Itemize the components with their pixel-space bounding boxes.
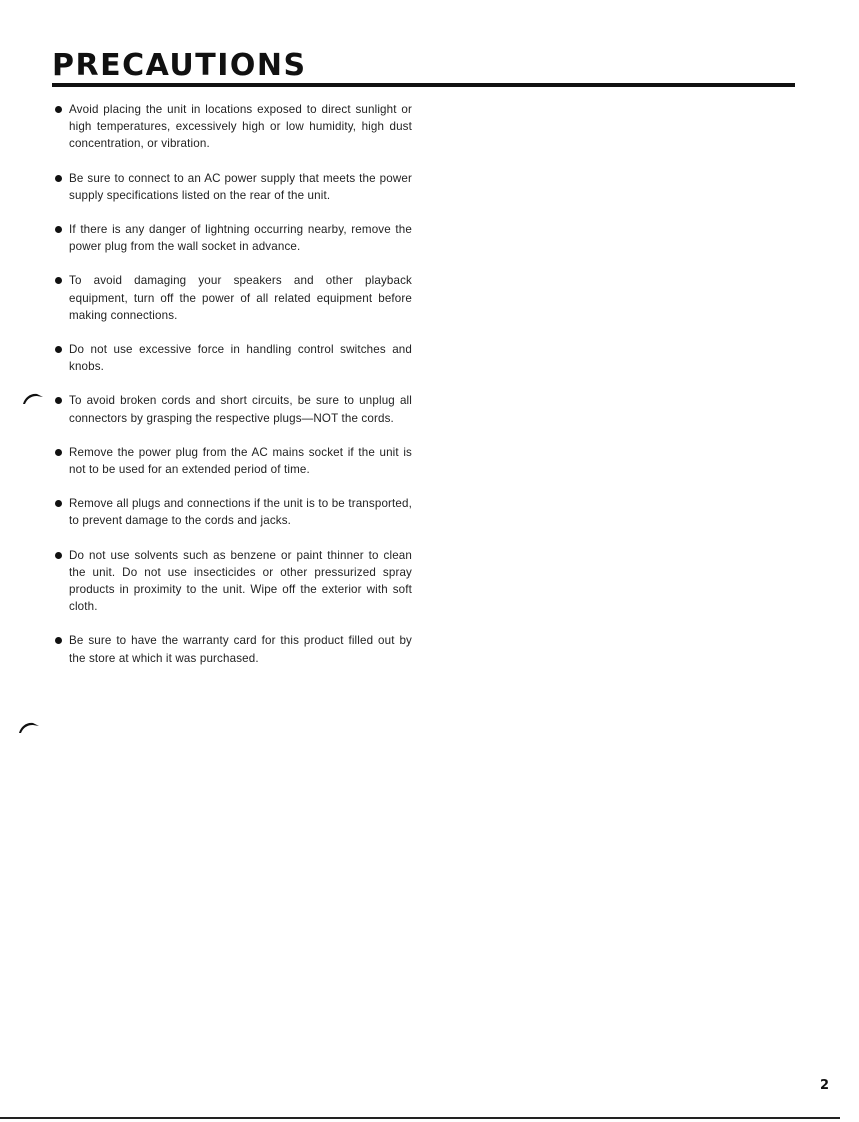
bottom-rule [0,1117,840,1119]
precaution-text: Avoid placing the unit in locations exposed to direct sunlight or high temperatures, excessively high or low humidity, high dust concentration, or vibration. [69,103,412,151]
precaution-text: Do not use excessive force in handling control switches and knobs. [69,343,412,374]
bullet-dot-icon [55,106,62,113]
bullet-dot-icon [55,346,62,353]
list-item [52,341,412,375]
list-item [52,221,412,255]
precaution-text: Be sure to connect to an AC power supply that meets the power supply specifications listed on the rear of the unit. [69,171,412,202]
precaution-text: Do not use solvents such as benzene or paint thinner to clean the unit. Do not use insecticides or other pressurized spray products in proximity to the unit. Wipe off the exterior with soft cloth. [69,548,412,614]
list-item [52,272,412,324]
bullet-dot-icon [55,552,62,559]
title-underline-rule [52,83,795,87]
precaution-text: To avoid broken cords and short circuits, be sure to unplug all connectors by grasping the respective plugs—NOT the cords. [69,394,412,425]
page-title: PRECAUTIONS [52,48,307,83]
precaution-text: Remove the power plug from the AC mains socket if the unit is not to be used for an extended period of time. [69,445,412,477]
margin-mark-icon [18,720,40,734]
list-item [52,444,412,478]
precautions-list [52,101,412,684]
list-item [52,101,412,153]
bullet-dot-icon [55,500,62,507]
page-number: 2 [819,1078,829,1093]
bullet-dot-icon [55,397,62,404]
bullet-dot-icon [55,277,62,284]
bullet-dot-icon [55,637,62,644]
margin-mark-icon [22,391,44,405]
precaution-text: Be sure to have the warranty card for this product filled out by the store at which it was purchased. [69,634,412,665]
precaution-text: If there is any danger of lightning occurring nearby, remove the power plug from the wall socket in advance. [69,223,412,254]
list-item [52,495,412,529]
list-item [52,547,412,616]
list-item [52,392,412,426]
bullet-dot-icon [55,175,62,182]
precaution-text: To avoid damaging your speakers and other playback equipment, turn off the power of all related equipment before making connections. [69,274,412,322]
list-item [52,632,412,666]
bullet-dot-icon [55,226,62,233]
list-item [52,170,412,204]
bullet-dot-icon [55,449,62,456]
precaution-text: Remove all plugs and connections if the unit is to be transported, to prevent damage to the cords and jacks. [69,497,412,528]
